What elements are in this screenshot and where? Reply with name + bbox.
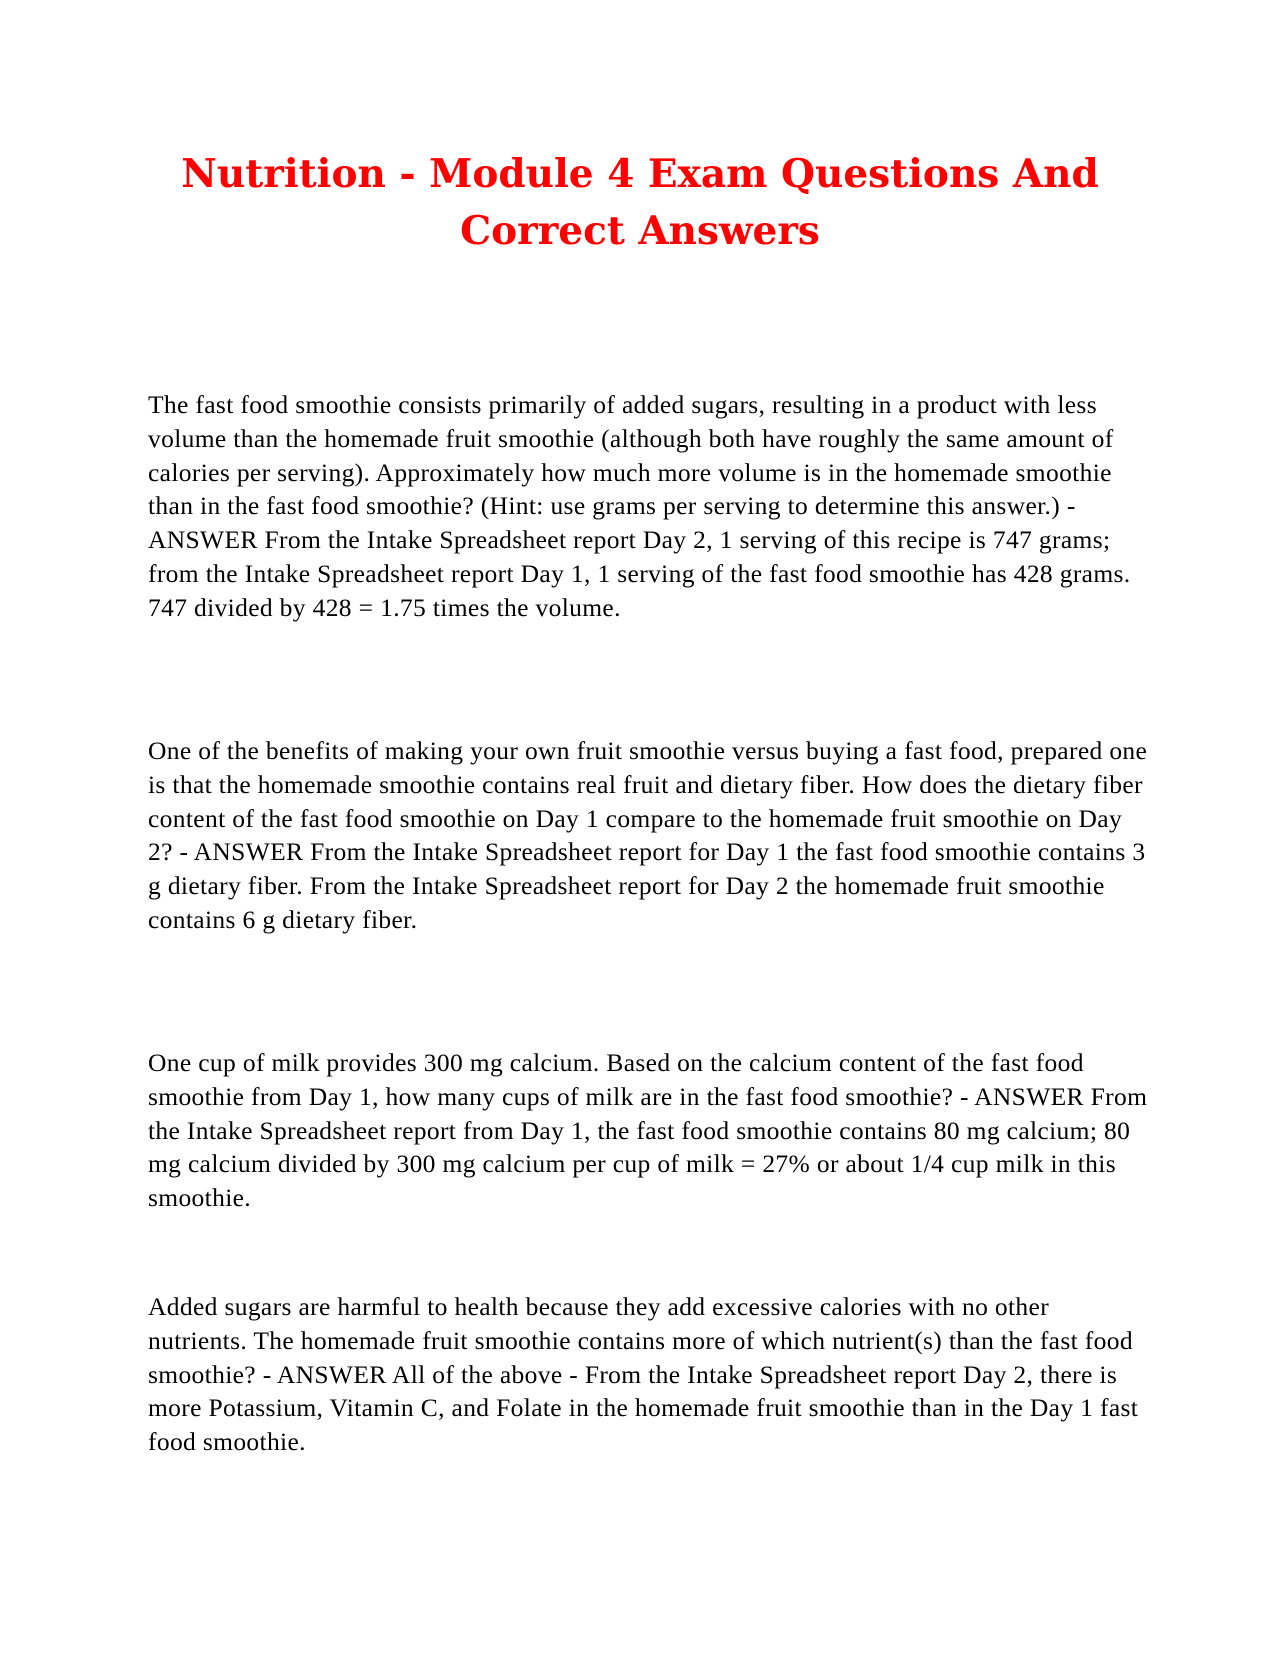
question-answer-paragraph: Added sugars are harmful to health because they add excessive calories with no other nutrients. The homemade fruit smoothie contains more of which nutrient(s) than the fast food smoothie? - ANSWER All of the above - From the Intake Spreadsheet report Day 2, there is more Potassium, Vitamin C, and Folate in the homemade fruit smoothie than in the Day 1 fast food smoothie. [148,1292,1139,1457]
document-title: Nutrition - Module 4 Exam Questions And Correct Answers [181,151,1099,254]
question-answer-paragraph: One cup of milk provides 300 mg calcium. Based on the calcium content of the fast food smoothie from Day 1, how many cups of milk are in the fast food smoothie? - ANSWER From the Intake Spreadsheet report from Day 1, the fast food smoothie contains 80 mg calcium; 80 mg calcium divided by 300 mg calcium per cup of milk = 27% or about 1/4 cup milk in this smoothie. [148,1048,1148,1213]
question-answer-paragraph: One of the benefits of making your own fruit smoothie versus buying a fast food, prepared one is that the homemade smoothie contains real fruit and dietary fiber. How does the dietary fiber content of the fast food smoothie on Day 1 compare to the homemade fruit smoothie on Day 2? - ANSWER From the Intake Spreadsheet report for Day 1 the fast food smoothie contains 3 g dietary fiber. From the Intake Spreadsheet report for Day 2 the homemade fruit smoothie contains 6 g dietary fiber. [148,736,1148,934]
question-answer-paragraph: The fast food smoothie consists primarily of added sugars, resulting in a product with less volume than the homemade fruit smoothie (although both have roughly the same amount of calories per serving). Approximately how much more volume is in the homemade smoothie than in the fast food smoothie? (Hint: use grams per serving to determine this answer.) - ANSWER From the Intake Spreadsheet report Day 2, 1 serving of this recipe is 747 grams; from the Intake Spreadsheet report Day 1, 1 serving of the fast food smoothie has 428 grams. 747 divided by 428 = 1.75 times the volume. [148,390,1131,622]
